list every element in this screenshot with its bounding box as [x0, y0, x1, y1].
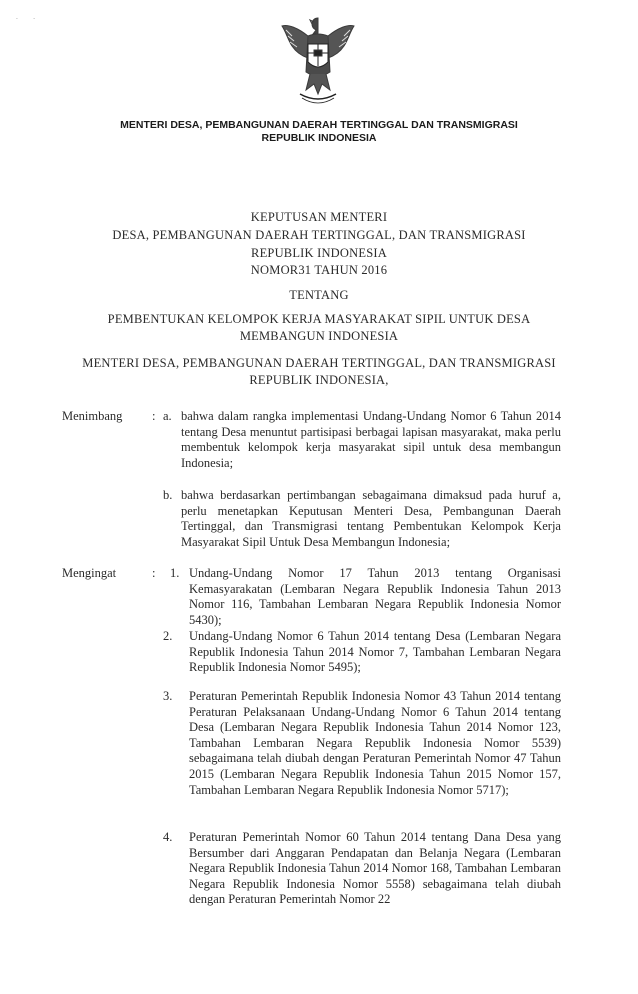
- mengingat-marker-4: 4.: [163, 830, 173, 844]
- mengingat-colon: :: [152, 566, 156, 580]
- ministry-name: DESA, PEMBANGUNAN DAERAH TERTINGGAL, DAN TRANSMIGRASI: [112, 228, 526, 242]
- minister-line-2: REPUBLIK INDONESIA,: [249, 373, 389, 387]
- garuda-emblem-icon: [278, 14, 358, 106]
- institution-line-2: REPUBLIK INDONESIA: [261, 132, 377, 144]
- mengingat-item-3: Peraturan Pemerintah Republik Indonesia Nomor 43 Tahun 2014 tentang Peraturan Pelaksanaan Undang-Undang Nomor 6 Tahun 2014 tentang Desa (Lembaran Negara Republik Indonesia Tahun 2014 Nomor 123, Tambahan Lembaran Negara Republik Indonesia Nomor 5539) sebagaimana telah diubah dengan Peraturan Pemerintah Nomor 47 Tahun 2015 (Lembaran Negara Republik Indonesia Tahun 2015 Nomor 157, Tambahan Lembaran Negara Republik Indonesia Nomor 5717);: [189, 689, 561, 797]
- mengingat-item-4: Peraturan Pemerintah Nomor 60 Tahun 2014 tentang Dana Desa yang Bersumber dari Anggaran Pendapatan dan Belanja Negara (Lembaran Negara Republik Indonesia Tahun 2014 Nomor 168, Tambahan Lembaran Negara Republik Indonesia Nomor 5558) sebagaimana telah diubah dengan Peraturan Pemerintah Nomor 22: [189, 830, 561, 907]
- tentang-heading: TENTANG: [289, 288, 349, 302]
- minister-line-1: MENTERI DESA, PEMBANGUNAN DAERAH TERTINGGAL, DAN TRANSMIGRASI: [82, 356, 556, 370]
- subject-line-2: MEMBANGUN INDONESIA: [239, 329, 399, 343]
- menimbang-label: Menimbang: [62, 409, 123, 423]
- decree-number: NOMOR31 TAHUN 2016: [250, 263, 388, 277]
- mengingat-item-1: Undang-Undang Nomor 17 Tahun 2013 tentang Organisasi Kemasyarakatan (Lembaran Negara Republik Indonesia Tahun 2013 Nomor 116, Tambahan Lembaran Negara Republik Indonesia Nomor 5430);: [189, 566, 561, 627]
- mengingat-item-2: Undang-Undang Nomor 6 Tahun 2014 tentang Desa (Lembaran Negara Republik Indonesia Tahun 2014 Nomor 7, Tambahan Lembaran Negara Republik Indonesia Nomor 5495);: [189, 629, 561, 675]
- decree-title: KEPUTUSAN MENTERI: [250, 210, 388, 224]
- menimbang-item-a: bahwa dalam rangka implementasi Undang-Undang Nomor 6 Tahun 2014 tentang Desa menuntut partisipasi berbagai lapisan masyarakat, maka perlu membentuk kelompok kerja masyarakat sipil untuk desa membangun Indonesia;: [181, 409, 561, 470]
- mengingat-label: Mengingat: [62, 566, 117, 580]
- mengingat-marker-1: 1.: [170, 566, 180, 580]
- scan-speck: · ·: [16, 16, 36, 23]
- subject-line-1: PEMBENTUKAN KELOMPOK KERJA MASYARAKAT SIPIL UNTUK DESA: [107, 312, 531, 326]
- mengingat-marker-3: 3.: [163, 689, 173, 703]
- menimbang-item-b: bahwa berdasarkan pertimbangan sebagaimana dimaksud pada huruf a, perlu menetapkan Keputusan Menteri Desa, Pembangunan Daerah Tertinggal, dan Transmigrasi tentang Pembentukan Kelompok Kerja Masyarakat Sipil Untuk Desa Membangun Indonesia;: [181, 488, 561, 549]
- menimbang-marker-a: a.: [163, 409, 172, 423]
- mengingat-marker-2: 2.: [163, 629, 173, 643]
- menimbang-marker-b: b.: [163, 488, 173, 502]
- institution-line-1: MENTERI DESA, PEMBANGUNAN DAERAH TERTINGGAL DAN TRANSMIGRASI: [120, 119, 518, 131]
- country-name: REPUBLIK INDONESIA: [251, 246, 387, 260]
- menimbang-colon: :: [152, 409, 156, 423]
